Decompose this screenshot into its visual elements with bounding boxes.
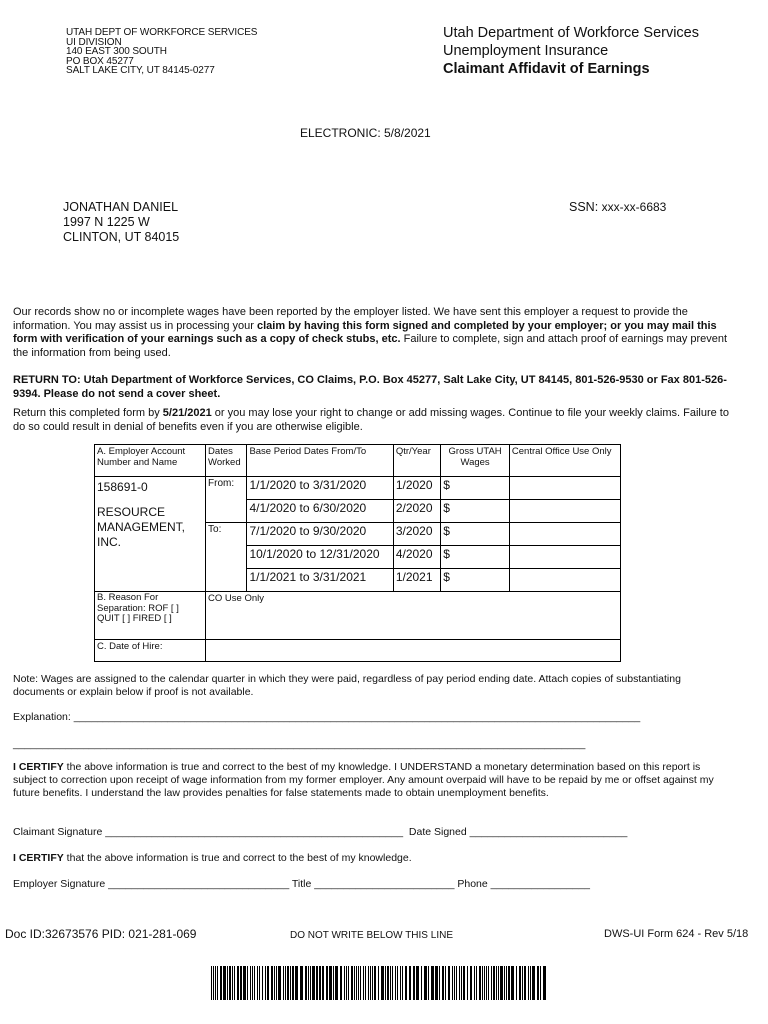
barcode-bar [229, 966, 231, 1000]
central-office-cell [509, 500, 620, 523]
barcode-icon [211, 966, 549, 1000]
barcode-bar [421, 966, 422, 1000]
phone-label: Phone [457, 878, 488, 890]
employer-signature-row [13, 878, 590, 890]
barcode-bar [532, 966, 535, 1000]
barcode-bar [305, 966, 307, 1000]
barcode-bar [358, 966, 359, 1000]
separation-reason-label: B. Reason For [97, 592, 159, 603]
barcode-bar [459, 966, 460, 1000]
employer-cell [95, 477, 206, 592]
barcode-bar [400, 966, 401, 1000]
deadline-date: 5/21/2021 [162, 407, 212, 419]
barcode-bar [247, 966, 248, 1000]
wage-table [94, 444, 621, 662]
barcode-bar [504, 966, 505, 1000]
barcode-bar [442, 966, 444, 1000]
barcode-bar [259, 966, 260, 1000]
barcode-bar [486, 966, 487, 1000]
employer-signature-label: Employer Signature [13, 878, 106, 890]
barcode-bar [257, 966, 258, 1000]
barcode-bar [346, 966, 347, 1000]
barcode-bar [232, 966, 233, 1000]
intro-bold-text: claim by having this form signed and completed by your employer; or you may mail this form with verification of your earnings such as a copy of check stubs, etc. [13, 319, 717, 346]
barcode-bar [540, 966, 541, 1000]
explanation-input-line2[interactable]: __________________________________________________________________________________________________ [13, 738, 586, 750]
barcode-bar [537, 966, 539, 1000]
barcode-bar [511, 966, 514, 1000]
ssn-label: SSN: [569, 200, 599, 214]
barcode-bar [252, 966, 253, 1000]
dates-worked-to: To: [206, 523, 247, 592]
gross-wages-input[interactable]: $ [441, 569, 510, 592]
claimant-name: JONATHAN DANIEL [63, 200, 179, 214]
barcode-bar [424, 966, 427, 1000]
certify-bold: I CERTIFY [13, 761, 64, 773]
barcode-bar [240, 966, 242, 1000]
barcode-bar [479, 966, 481, 1000]
separation-rof-checkbox[interactable]: Separation: ROF [ ] [97, 602, 179, 614]
agency-name: Utah Department of Workforce Services [443, 25, 699, 41]
form-number: DWS-UI Form 624 - Rev 5/18 [604, 928, 749, 940]
employer-account-number: 158691-0 [97, 480, 148, 494]
do-not-write-notice: DO NOT WRITE BELOW THIS LINE [290, 930, 453, 941]
barcode-bar [329, 966, 332, 1000]
barcode-bar [390, 966, 391, 1000]
separation-quit-fired-checkbox[interactable]: QUIT [ ] FIRED [ ] [97, 613, 172, 624]
central-office-cell [509, 569, 620, 592]
barcode-bar [496, 966, 497, 1000]
explanation-label: Explanation: [13, 711, 71, 723]
barcode-bar [237, 966, 239, 1000]
barcode-bar [217, 966, 218, 1000]
barcode-bar [283, 966, 284, 1000]
barcode-bar [213, 966, 214, 1000]
dates-worked-from: From: [206, 477, 247, 523]
barcode-bar [439, 966, 440, 1000]
intro-paragraph [13, 306, 733, 360]
barcode-bar [431, 966, 434, 1000]
barcode-bar [278, 966, 281, 1000]
barcode-bar [381, 966, 384, 1000]
barcode-bar [395, 966, 396, 1000]
barcode-bar [370, 966, 371, 1000]
barcode-bar [326, 966, 328, 1000]
claimant-signature-input[interactable]: ___________________________________________________ [105, 826, 404, 838]
certify-text: the above information is true and correct to the best of my knowledge. I UNDERSTAND a monetary determination based on this report is subject to correction upon receipt of wage information from my former employer. Any amount overpaid will have to be repaid by me or offset against my future benefits. I understand the law provides penalties for false statements made to obtain unemployment benefits. [13, 761, 714, 799]
certify-bold: I CERTIFY [13, 852, 64, 864]
barcode-bar [524, 966, 526, 1000]
gross-wages-input[interactable]: $ [441, 477, 510, 500]
title-input[interactable]: ________________________ [314, 878, 455, 890]
barcode-bar [402, 966, 403, 1000]
barcode-bar [287, 966, 289, 1000]
barcode-bar [522, 966, 523, 1000]
barcode-bar [543, 966, 546, 1000]
barcode-bar [397, 966, 398, 1000]
barcode-bar [498, 966, 499, 1000]
barcode-bar [340, 966, 342, 1000]
barcode-bar [470, 966, 472, 1000]
dates-worked-header: Dates Worked [206, 445, 247, 477]
barcode-bar [387, 966, 389, 1000]
barcode-bar [491, 966, 492, 1000]
barcode-bar [368, 966, 369, 1000]
barcode-bar [409, 966, 411, 1000]
base-period-header: Base Period Dates From/To [247, 445, 393, 477]
barcode-bar [220, 966, 222, 1000]
explanation-row [13, 711, 640, 723]
qtr-year-cell: 3/2020 [393, 523, 440, 546]
barcode-bar [463, 966, 465, 1000]
barcode-bar [476, 966, 477, 1000]
barcode-bar [348, 966, 349, 1000]
barcode-bar [243, 966, 246, 1000]
barcode-bar [484, 966, 485, 1000]
barcode-bar [467, 966, 468, 1000]
intro-text-end: Failure to complete, sign and attach proof of earnings may prevent the information from being used. [13, 333, 728, 359]
barcode-bar [392, 966, 393, 1000]
barcode-bar [316, 966, 318, 1000]
barcode-bar [445, 966, 446, 1000]
employer-name: RESOURCE MANAGEMENT, INC. [97, 505, 186, 549]
barcode-bar [274, 966, 275, 1000]
barcode-bar [254, 966, 255, 1000]
barcode-bar [354, 966, 355, 1000]
barcode-bar [500, 966, 503, 1000]
return-address-line: UTAH DEPT OF WORKFORCE SERVICES [66, 27, 258, 38]
barcode-bar [271, 966, 273, 1000]
date-of-hire-input[interactable] [206, 640, 621, 662]
central-office-cell [509, 477, 620, 500]
barcode-bar [351, 966, 353, 1000]
barcode-bar [516, 966, 517, 1000]
certify-claimant [13, 761, 733, 799]
employer-header: A. Employer Account Number and Name [95, 445, 206, 477]
claimant-signature-label: Claimant Signature [13, 826, 103, 838]
barcode-bar [530, 966, 531, 1000]
barcode-bar [506, 966, 507, 1000]
form-title: Claimant Affidavit of Earnings [443, 61, 650, 77]
barcode-bar [300, 966, 303, 1000]
gross-wages-input[interactable]: $ [441, 546, 510, 569]
gross-wages-input[interactable]: $ [441, 523, 510, 546]
barcode-bar [363, 966, 364, 1000]
claimant-city: CLINTON, UT 84015 [63, 230, 180, 244]
barcode-bar [508, 966, 510, 1000]
barcode-bar [227, 966, 228, 1000]
separation-reason [95, 592, 206, 640]
barcode-bar [435, 966, 438, 1000]
program-name: Unemployment Insurance [443, 43, 609, 59]
qtr-year-cell: 1/2020 [393, 477, 440, 500]
barcode-bar [448, 966, 450, 1000]
barcode-bar [276, 966, 277, 1000]
claimant-signature-row [13, 826, 627, 838]
phone-input[interactable]: _________________ [490, 878, 590, 890]
claimant-street: 1997 N 1225 W [63, 215, 150, 229]
barcode-bar [322, 966, 324, 1000]
central-office-cell [509, 523, 620, 546]
explanation-input[interactable]: _________________________________________________________________________________________________ [73, 711, 641, 723]
ssn-value: xxx-xx-6683 [601, 200, 667, 214]
deadline-text: Return this completed form by [13, 407, 163, 419]
barcode-bar [265, 966, 266, 1000]
gross-wages-header: Gross UTAH Wages [441, 445, 510, 477]
barcode-bar [356, 966, 357, 1000]
date-of-hire-label: C. Date of Hire: [95, 640, 206, 662]
certify-employer [13, 852, 733, 866]
qtr-year-cell: 4/2020 [393, 546, 440, 569]
central-office-cell [509, 546, 620, 569]
deadline-text-end: or you may lose your right to change or add missing wages. Continue to file your weekly claims. Failure to do so could result in denial of benefits even if you are otherwise eligible. [13, 407, 729, 433]
barcode-bar [454, 966, 455, 1000]
barcode-bar [285, 966, 286, 1000]
qtr-year-cell: 1/2021 [393, 569, 440, 592]
return-address-line: UI DIVISION [66, 36, 122, 48]
barcode-bar [211, 966, 212, 1000]
central-office-header: Central Office Use Only [509, 445, 620, 477]
base-period-cell: 1/1/2020 to 3/31/2020 [247, 477, 393, 500]
barcode-bar [482, 966, 483, 1000]
barcode-bar [267, 966, 269, 1000]
barcode-bar [292, 966, 294, 1000]
barcode-bar [333, 966, 334, 1000]
barcode-bar [310, 966, 311, 1000]
deadline-paragraph [13, 407, 733, 434]
base-period-cell: 1/1/2021 to 3/31/2021 [247, 569, 393, 592]
barcode-bar [344, 966, 345, 1000]
barcode-bar [262, 966, 263, 1000]
barcode-bar [378, 966, 379, 1000]
barcode-bar [428, 966, 429, 1000]
barcode-bar [374, 966, 376, 1000]
base-period-cell: 10/1/2020 to 12/31/2020 [247, 546, 393, 569]
return-address [66, 28, 257, 76]
base-period-cell: 7/1/2020 to 9/30/2020 [247, 523, 393, 546]
barcode-bar [456, 966, 457, 1000]
qtr-year-cell: 2/2020 [393, 500, 440, 523]
barcode-bar [335, 966, 338, 1000]
barcode-bar [319, 966, 321, 1000]
return-address-line: 140 EAST 300 SOUTH [66, 46, 167, 57]
barcode-bar [452, 966, 453, 1000]
barcode-bar [234, 966, 235, 1000]
barcode-bar [493, 966, 495, 1000]
barcode-bar [413, 966, 415, 1000]
barcode-bar [312, 966, 315, 1000]
barcode-bar [405, 966, 407, 1000]
barcode-bar [416, 966, 419, 1000]
barcode-bar [360, 966, 361, 1000]
date-signed-label: Date Signed [408, 826, 467, 838]
title-label: Title [291, 878, 312, 890]
certify-text: that the above information is true and correct to the best of my knowledge. [63, 852, 412, 864]
note-text: Note: Wages are assigned to the calendar quarter in which they were paid, regardless of pay period ending date. Attach copies of substantiating documents or explain below if proof is not available. [13, 673, 681, 698]
return-address-line: SALT LAKE CITY, UT 84145-0277 [66, 65, 215, 76]
doc-id: Doc ID:32673576 PID: 021-281-069 [5, 927, 197, 941]
form-header [443, 24, 699, 78]
barcode-bar [295, 966, 298, 1000]
intro-text: Our records show no or incomplete wages have been reported by the employer listed. We have sent this employer a request to provide the information. You may assist us in processing your [13, 306, 688, 332]
claimant-address [63, 200, 179, 245]
barcode-bar [215, 966, 216, 1000]
barcode-bar [488, 966, 489, 1000]
barcode-bar [365, 966, 366, 1000]
barcode-bar [519, 966, 521, 1000]
barcode-bar [290, 966, 291, 1000]
gross-wages-input[interactable]: $ [441, 500, 510, 523]
barcode-bar [308, 966, 309, 1000]
barcode-bar [372, 966, 373, 1000]
employer-signature-input[interactable]: _______________________________ [108, 878, 290, 890]
barcode-bar [385, 966, 386, 1000]
electronic-date: ELECTRONIC: 5/8/2021 [300, 126, 431, 140]
barcode-bar [528, 966, 529, 1000]
barcode-bar [461, 966, 462, 1000]
ssn [569, 200, 666, 214]
co-use-only: CO Use Only [206, 592, 621, 640]
return-to-instructions: RETURN TO: Utah Department of Workforce Services, CO Claims, P.O. Box 45277, Salt Lake City, UT 84145, 801-526-9530 or Fax 801-526-9394. Please do not send a cover sheet. [13, 374, 727, 400]
return-address-line: PO BOX 45277 [66, 55, 134, 67]
base-period-cell: 4/1/2020 to 6/30/2020 [247, 500, 393, 523]
barcode-bar [474, 966, 475, 1000]
date-signed-input[interactable]: ___________________________ [469, 826, 628, 838]
qtr-year-header: Qtr/Year [393, 445, 440, 477]
barcode-bar [250, 966, 251, 1000]
barcode-bar [223, 966, 226, 1000]
